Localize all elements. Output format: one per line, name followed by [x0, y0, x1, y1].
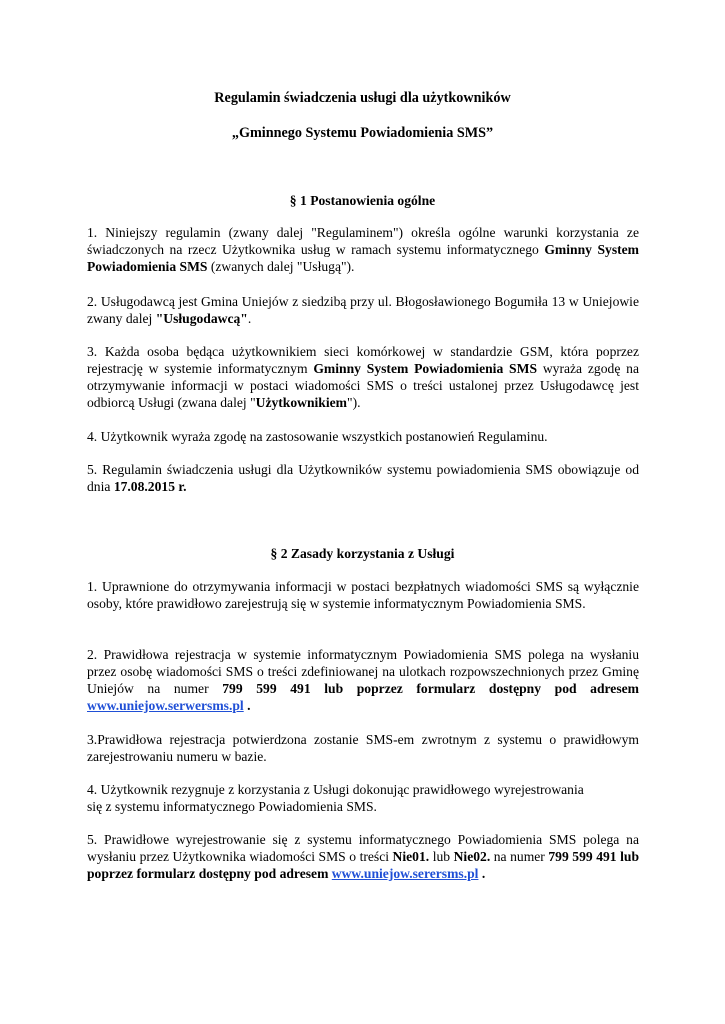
section-1-paragraph-1: 1. Niniejszy regulamin (zwany dalej "Regulaminem") określa ogólne warunki korzystania ze świadczonych na rzecz Użytkownika usług w ramach systemu informatycznego Gminny System Powiadomienia SMS (zwanych dalej "Usługą"). — [87, 225, 639, 274]
document-title-line-1: Regulamin świadczenia usługi dla użytkowników — [214, 90, 511, 106]
section-2-heading: § 2 Zasady korzystania z Usługi — [270, 546, 455, 561]
uniejow-serwersms-link[interactable]: www.uniejow.serwersms.pl — [87, 698, 244, 713]
section-2-paragraph-4: 4. Użytkownik rezygnuje z korzystania z Usługi dokonując prawidłowego wyrejestrowania się z systemu informatycznego Powiadomienia SMS. — [87, 782, 584, 814]
section-1-heading: § 1 Postanowienia ogólne — [289, 193, 436, 208]
section-2-paragraph-2: 2. Prawidłowa rejestracja w systemie informatycznym Powiadomienia SMS polega na wysłaniu przez osobę wiadomości SMS o treści zdefiniowanej na ulotkach rozpowszechnionych przez Gminę Uniejów na numer 799 599 491 lub poprzez formularz dostępny pod adresem www.uniejow.serwersms.pl . — [87, 647, 639, 713]
section-1-paragraph-2: 2. Usługodawcą jest Gmina Uniejów z siedzibą przy ul. Błogosławionego Bogumiła 13 w Uniejowie zwany dalej "Usługodawcą". — [87, 294, 639, 326]
document-title-line-2: „Gminnego Systemu Powiadomienia SMS” — [231, 125, 494, 141]
section-1-paragraph-4: 4. Użytkownik wyraża zgodę na zastosowanie wszystkich postanowień Regulaminu. — [87, 429, 548, 444]
uniejow-serersms-link[interactable]: www.uniejow.serersms.pl — [331, 866, 479, 881]
section-1-paragraph-5: 5. Regulamin świadczenia usługi dla Użytkowników systemu powiadomienia SMS obowiązuje od dnia 17.08.2015 r. — [87, 462, 639, 494]
section-2-paragraph-3: 3.Prawidłowa rejestracja potwierdzona zostanie SMS-em zwrotnym z systemu o prawidłowym zarejestrowaniu numeru w bazie. — [87, 732, 639, 764]
section-1-paragraph-3: 3. Każda osoba będąca użytkownikiem sieci komórkowej w standardzie GSM, która poprzez rejestrację w systemie informatycznym Gminny System Powiadomienia SMS wyraża zgodę na otrzymywanie informacji w postaci wiadomości SMS o treści ustalonej przez Usługodawcę jest odbiorcą Usługi (zwana dalej "Użytkownikiem"). — [87, 344, 640, 410]
section-2-paragraph-5: 5. Prawidłowe wyrejestrowanie się z systemu informatycznego Powiadomienia SMS polega na wysłaniu przez Użytkownika wiadomości SMS o treści Nie01. lub Nie02. na numer 799 599 491 lub poprzez formularz dostępny pod adresem www.uniejow.serersms.pl . — [87, 832, 639, 881]
section-2-paragraph-1: 1. Uprawnione do otrzymywania informacji w postaci bezpłatnych wiadomości SMS są wyłącznie osoby, które prawidłowo zarejestrują się w systemie informatycznym Powiadomienia SMS. — [87, 579, 639, 611]
